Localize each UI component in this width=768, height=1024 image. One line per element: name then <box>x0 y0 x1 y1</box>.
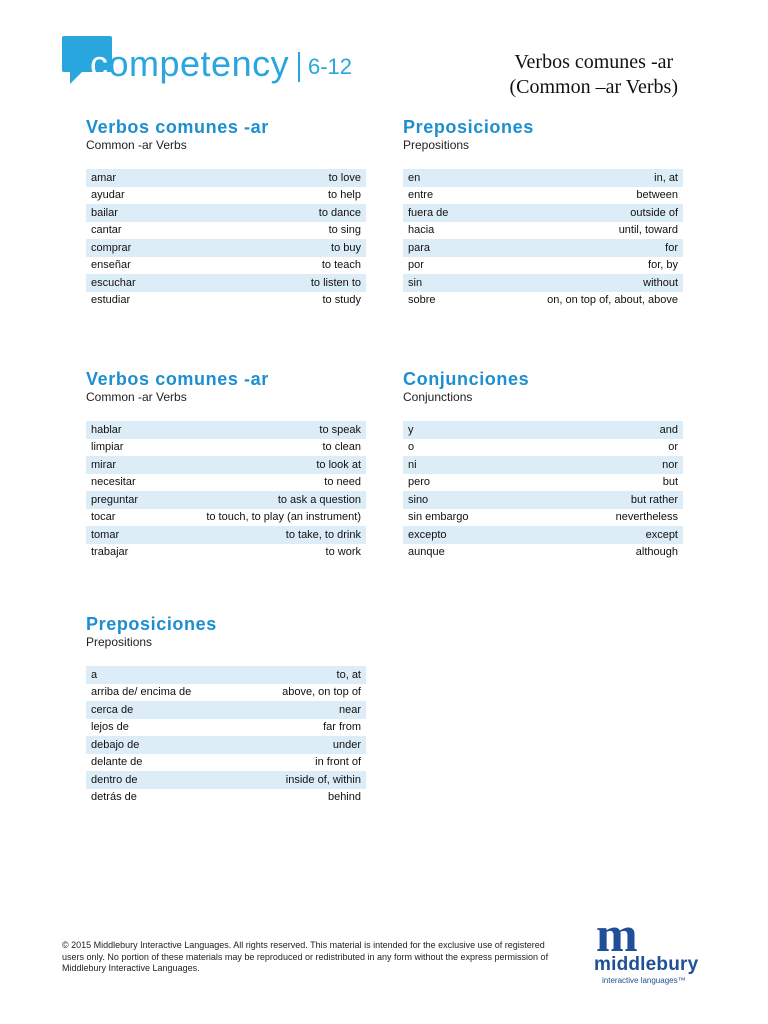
row-term: debajo de <box>91 738 140 751</box>
row-definition: nor <box>662 458 678 471</box>
row-term: y <box>408 423 414 436</box>
table-row <box>86 544 366 562</box>
table-row <box>403 239 683 257</box>
row-term: hacia <box>408 224 435 237</box>
row-definition: to listen to <box>310 276 361 289</box>
row-definition: for, by <box>648 259 678 272</box>
row-definition: near <box>338 703 361 716</box>
table-row <box>86 274 366 292</box>
row-definition: to teach <box>321 259 361 272</box>
section-verbos-2 <box>86 369 366 561</box>
row-term: por <box>408 259 424 272</box>
middlebury-logo <box>594 906 718 988</box>
row-definition: inside of, within <box>285 773 361 786</box>
row-term: sin <box>408 276 423 289</box>
row-definition: and <box>659 423 678 436</box>
row-term: para <box>408 241 431 254</box>
table-row <box>86 754 366 772</box>
table-row <box>403 257 683 275</box>
logo-word: ompetency <box>108 43 290 84</box>
row-term: fuera de <box>408 206 449 219</box>
row-definition: to need <box>324 476 361 489</box>
table-row <box>86 292 366 310</box>
row-definition: to dance <box>318 206 361 219</box>
row-definition: to clean <box>322 441 361 454</box>
row-term: preguntar <box>91 493 139 506</box>
row-term: limpiar <box>91 441 124 454</box>
row-definition: without <box>643 276 678 289</box>
section-subtitle: Prepositions <box>86 635 153 649</box>
row-term: sobre <box>408 294 436 307</box>
row-term: amar <box>91 171 117 184</box>
row-term: en <box>408 171 421 184</box>
table-row <box>86 169 366 187</box>
row-definition: to ask a question <box>277 493 361 506</box>
row-term: dentro de <box>91 773 138 786</box>
table-row <box>403 544 683 562</box>
vocab-table <box>86 169 366 309</box>
row-definition: or <box>668 441 678 454</box>
copyright-notice: © 2015 Middlebury Interactive Languages. All rights reserved. This material is intended for the exclusive use of registered users only. No portion of these materials may be reproduced or redistributed in any form without the express permission of Middlebury Interactive Languages. <box>62 940 549 973</box>
row-term: trabajar <box>91 546 129 559</box>
row-term: sin embargo <box>408 511 469 524</box>
table-row <box>86 701 366 719</box>
vocab-table <box>403 169 683 309</box>
table-row <box>403 222 683 240</box>
row-term: excepto <box>408 528 447 541</box>
table-row <box>86 474 366 492</box>
row-term: lejos de <box>91 721 129 734</box>
row-definition: under <box>332 738 361 751</box>
row-definition: for <box>665 241 678 254</box>
section-conjunciones <box>403 369 683 561</box>
table-row <box>86 491 366 509</box>
table-row <box>86 439 366 457</box>
table-row <box>403 292 683 310</box>
row-definition: to help <box>327 189 361 202</box>
table-row <box>403 491 683 509</box>
table-row <box>86 257 366 275</box>
section-title: Preposiciones <box>86 614 217 634</box>
table-row <box>403 204 683 222</box>
vocab-table <box>86 421 366 561</box>
table-row <box>86 421 366 439</box>
section-subtitle: Common -ar Verbs <box>86 138 187 152</box>
section-subtitle: Conjunctions <box>403 390 473 404</box>
table-row <box>403 474 683 492</box>
row-definition: to sing <box>328 224 361 237</box>
section-preposiciones-2 <box>86 614 366 806</box>
logo-letter: c <box>90 43 109 84</box>
section-subtitle: Prepositions <box>403 138 470 152</box>
section-title: Conjunciones <box>403 369 530 389</box>
table-row <box>86 222 366 240</box>
row-term: arriba de/ encima de <box>91 686 192 699</box>
table-row <box>403 274 683 292</box>
row-term: enseñar <box>91 259 131 272</box>
row-definition: in, at <box>654 171 678 184</box>
row-definition: to touch, to play (an instrument) <box>206 511 361 524</box>
logo-wordmark <box>90 42 289 86</box>
section-preposiciones-1 <box>403 117 683 309</box>
row-definition: between <box>636 189 678 202</box>
row-term: aunque <box>408 546 445 559</box>
table-row <box>86 719 366 737</box>
row-term: comprar <box>91 241 132 254</box>
middlebury-tagline: interactive languages™ <box>602 976 686 985</box>
row-definition: although <box>635 546 678 559</box>
row-definition: to look at <box>316 458 361 471</box>
vocab-table <box>86 666 366 806</box>
section-subtitle: Common -ar Verbs <box>86 390 187 404</box>
row-term: o <box>408 441 415 454</box>
table-row <box>86 239 366 257</box>
table-row <box>86 789 366 807</box>
row-definition: to study <box>322 294 361 307</box>
row-definition: outside of <box>630 206 678 219</box>
row-term: cerca de <box>91 703 134 716</box>
title-line-1: Verbos comunes -ar <box>514 51 674 73</box>
table-row <box>86 736 366 754</box>
table-row <box>86 204 366 222</box>
table-row <box>86 509 366 527</box>
section-title: Verbos comunes -ar <box>86 369 269 389</box>
row-definition: to work <box>325 546 361 559</box>
table-row <box>403 421 683 439</box>
table-row <box>86 684 366 702</box>
row-definition: to, at <box>336 668 361 681</box>
row-definition: to speak <box>319 423 361 436</box>
row-term: sino <box>408 493 429 506</box>
row-term: bailar <box>91 206 118 219</box>
row-definition: far from <box>323 721 361 734</box>
table-row <box>403 169 683 187</box>
row-term: estudiar <box>91 294 131 307</box>
row-definition: in front of <box>315 756 361 769</box>
table-row <box>86 456 366 474</box>
row-definition: but <box>662 476 678 489</box>
title-line-2: (Common –ar Verbs) <box>509 76 678 98</box>
table-row <box>86 526 366 544</box>
table-row <box>403 439 683 457</box>
table-row <box>403 526 683 544</box>
row-definition: on, on top of, about, above <box>547 294 678 307</box>
section-verbos-1 <box>86 117 366 309</box>
middlebury-m-icon: m <box>596 906 636 962</box>
section-title: Preposiciones <box>403 117 534 137</box>
table-row <box>403 456 683 474</box>
row-term: escuchar <box>91 276 136 289</box>
row-term: ni <box>408 458 417 471</box>
table-row <box>403 187 683 205</box>
logo-divider <box>298 52 300 82</box>
section-title: Verbos comunes -ar <box>86 117 269 137</box>
table-row <box>86 771 366 789</box>
row-definition: to love <box>328 171 361 184</box>
row-definition: but rather <box>630 493 678 506</box>
row-term: necesitar <box>91 476 136 489</box>
row-term: mirar <box>91 458 117 471</box>
middlebury-name: middlebury <box>594 954 699 975</box>
row-term: hablar <box>91 423 122 436</box>
row-definition: except <box>645 528 678 541</box>
row-definition: nevertheless <box>615 511 678 524</box>
table-row <box>86 187 366 205</box>
row-term: detrás de <box>91 791 137 804</box>
row-definition: behind <box>327 791 361 804</box>
document-title <box>510 50 679 100</box>
row-term: delante de <box>91 756 143 769</box>
table-row <box>86 666 366 684</box>
row-term: a <box>91 668 98 681</box>
row-definition: above, on top of <box>282 686 361 699</box>
row-term: entre <box>408 189 434 202</box>
row-definition: until, toward <box>618 224 678 237</box>
vocab-table <box>403 421 683 561</box>
row-term: ayudar <box>91 189 125 202</box>
row-term: cantar <box>91 224 122 237</box>
row-definition: to take, to drink <box>285 528 361 541</box>
row-definition: to buy <box>331 241 361 254</box>
logo-grades: 6-12 <box>308 54 353 79</box>
row-term: pero <box>408 476 431 489</box>
competency-logo <box>62 34 362 90</box>
row-term: tocar <box>91 511 116 524</box>
speech-bubble-tail <box>70 70 84 84</box>
row-term: tomar <box>91 528 120 541</box>
table-row <box>403 509 683 527</box>
